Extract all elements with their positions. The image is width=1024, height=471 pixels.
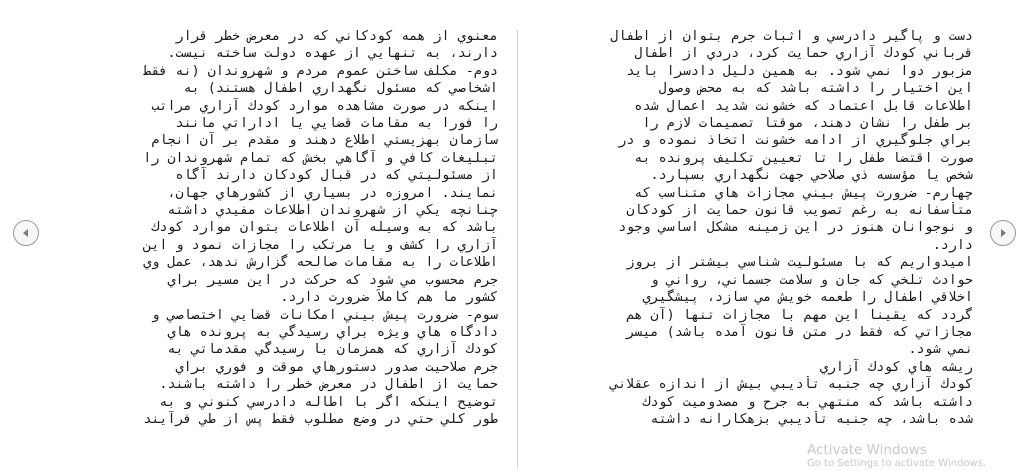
text-line: حوادث تلخي كه جان و سلامت جسماني، رواني و (650, 272, 973, 288)
text-line: جرم محسوب مي شود كه حركت در اين مسير براي (167, 272, 498, 288)
text-line: دست و پاگير دادرسي و اثبات جرم بتوان از اطفال (610, 29, 973, 44)
text-line: طور كلي حتي در وضع مطلوب فقط پس از طي فرآيند (143, 411, 498, 427)
text-line: چنانچه يكي از شهروندان اطلاعات مفيدي داشته (167, 203, 498, 219)
right-page (543, 28, 973, 469)
text-line: آزاري را كشف و يا مرتكب را مجازات نمود و اين (143, 237, 498, 253)
text-line: تبليغات كافي و آگاهي بخش كه تمام شهروندان را (143, 150, 498, 166)
text-line: حمايت از اطفال در معرض خطر را داشته باشند. (159, 377, 498, 393)
text-line: مجازاتي كه فقط در متن قانون آمده باشد) ميسر (626, 324, 973, 340)
text-line: دوم- مكلف ساختن عموم مردم و شهروندان (نه فقط (143, 63, 498, 79)
text-line: معنوي از همه كودكاني كه در معرض خطر قرار (175, 29, 498, 44)
chevron-right-icon (997, 227, 1009, 239)
text-line: چهارم- ضرورت پيش بيني مجازات هاي متناسب كه (634, 185, 973, 201)
text-line: نمايند. امروزه در بسياري از كشورهاي جهان، (167, 185, 498, 201)
text-line: اطلاعات قابل اعتماد كه خشونت شديد اعمال شده (634, 98, 973, 114)
next-page-button[interactable] (990, 220, 1016, 246)
page-divider (517, 30, 518, 469)
text-line: دادگاه هاي ويژه براي رسيدگي به پرونده هاي (167, 324, 498, 340)
text-line: توضيح اينكه اگر با اطاله دادرسي كنوني و به (159, 394, 498, 410)
text-line: سازمان بهزيستي اطلاع دهند و مقدم بر آن انجام (151, 133, 498, 149)
text-line: داشته باشد كه منتهي به جرح و مصدوميت كودك (642, 394, 973, 410)
text-line: صورت اقتضا طفل را تا تعيين تكليف پرونده به (634, 150, 973, 166)
previous-page-button[interactable] (13, 220, 39, 246)
text-line: قرباني كودك آزاري حمايت كرد، دردي از اطفال (634, 46, 973, 62)
text-line: نمي شود. (908, 342, 973, 358)
text-line: را فوراً به مقامات قضايي يا اداراتي مانند (175, 116, 498, 132)
text-line: شده باشد، چه جنبه تأديبي بزهكارانه داشته (650, 411, 973, 427)
text-line: كودك آزاري چه جنبه تأديبي بيش از اندازه عقلاني (610, 377, 973, 393)
text-line: كشور ما هم كاملاً ضرورت دارد. (280, 290, 498, 306)
text-line: باشد كه به وسيله آن اطلاعات بتوان موارد كودك (151, 220, 498, 236)
text-line: جرم صلاحيت صدور دستورهاي موقت و فوري براي (175, 359, 498, 375)
text-line: اينكه در صورت مشاهده موارد كودك آزاري مراتب (151, 98, 498, 114)
watermark-subtitle: Go to Settings to activate Windows. (807, 458, 987, 469)
activation-watermark (807, 443, 986, 471)
text-line: بر طفل را نشان دهند، موقتاً تصميمات لازم را (642, 116, 973, 132)
text-line: براي جلوگيري از ادامه خشونت اتخاذ نموده و در (618, 133, 973, 149)
text-line: سوم- ضرورت پيش بيني امكانات قضايي اختصاصي و (151, 307, 498, 323)
text-line: اين اختيار را داشته باشد كه به محض وصول (658, 81, 973, 97)
text-line: شخص يا مؤسسه ذي صلاحي جهت نگهداري بسپارد. (650, 168, 973, 184)
text-line: دارند، به تنهايي از عهده دولت ساخته نيست. (167, 46, 498, 62)
text-line: از مسئوليتي كه در قبال كودكان دارند آگاه (175, 168, 498, 184)
text-line: اطلاعات را به مقامات صالحه گزارش ندهد، عمل وي (143, 255, 498, 271)
section-heading: ريشه هاي كودك آزاري (819, 359, 973, 375)
text-line: گردد كه يقيناً اين مهم با مجازات تنها (آن هم (626, 307, 973, 323)
text-line: و نوجوانان هنوز در اين زمينه مشكل اساسي وجود (618, 220, 973, 236)
chevron-left-icon (20, 227, 32, 239)
text-line: مزبور دوا نمي شود. به همين دليل دادسرا بايد (626, 63, 973, 79)
text-line: اخلاقي اطفال را طعمه خويش مي سازد، پيشگيري (642, 290, 973, 306)
text-line: كودك آزاري كه همزمان با رسيدگي مقدماتي به (167, 342, 498, 358)
text-line: دارد. (932, 237, 973, 253)
watermark-title: Activate Windows (807, 442, 927, 458)
text-line: متأسفانه به رغم تصويب قانون حمايت از كودكان (626, 203, 973, 219)
text-line: اشخاصي كه مسئول نگهداري اطفال هستند) به (183, 81, 498, 97)
text-line: اميدواريم كه با مسئوليت شناسي بيشتر از بروز (626, 255, 973, 271)
left-page (62, 28, 498, 469)
